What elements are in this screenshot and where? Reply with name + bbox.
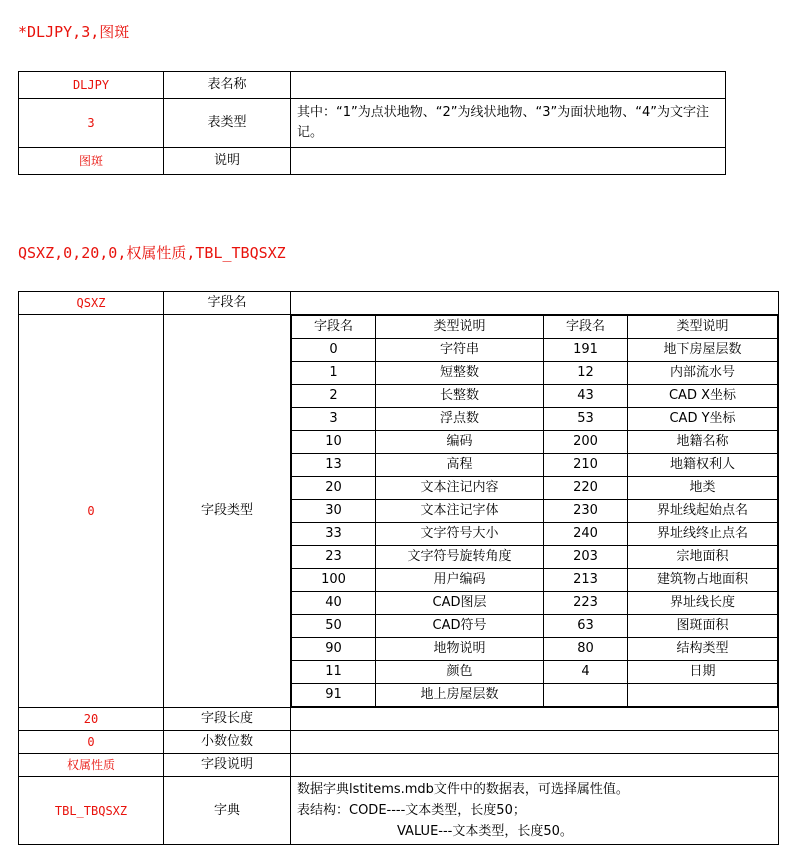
table-name-desc: [291, 72, 726, 99]
table-row: [292, 477, 778, 500]
type-code-table: [291, 315, 778, 707]
table-row: [19, 99, 726, 148]
table-row: [19, 148, 726, 175]
type-desc-cell: 建筑物占地面积: [628, 569, 778, 592]
type-code-cell: 91: [292, 684, 376, 707]
dict-line: 表结构：CODE----文本类型，长度50；: [297, 803, 526, 818]
type-code-cell: 100: [292, 569, 376, 592]
type-code-cell: 0: [292, 339, 376, 362]
table-row: [292, 385, 778, 408]
field-name-label: 字段名: [164, 292, 291, 315]
decimal-blank: [291, 731, 779, 754]
type-code-cell: 43: [544, 385, 628, 408]
dict-value: TBL_TBQSXZ: [19, 777, 164, 845]
type-code-cell: 11: [292, 661, 376, 684]
type-desc-cell: 地类: [628, 477, 778, 500]
dict-label: 字典: [164, 777, 291, 845]
type-code-cell: 13: [292, 454, 376, 477]
type-code-cell: 50: [292, 615, 376, 638]
section2-heading: QSXZ,0,20,0,权属性质,TBL_TBQSXZ: [18, 244, 286, 262]
type-code-cell: [544, 684, 628, 707]
type-code-cell: 220: [544, 477, 628, 500]
type-desc-cell: 颜色: [376, 661, 544, 684]
type-code-cell: 53: [544, 408, 628, 431]
table-desc-value: 图斑: [19, 148, 164, 175]
type-desc-cell: [628, 684, 778, 707]
table-desc-label: 说明: [164, 148, 291, 175]
type-desc-cell: 编码: [376, 431, 544, 454]
table-row: [292, 339, 778, 362]
field-type-cell: [291, 315, 779, 708]
field-desc-blank: [291, 754, 779, 777]
section1-heading: *DLJPY,3,图斑: [18, 23, 130, 41]
type-code-cell: 40: [292, 592, 376, 615]
type-desc-cell: 内部流水号: [628, 362, 778, 385]
field-desc-label: 字段说明: [164, 754, 291, 777]
type-code-cell: 200: [544, 431, 628, 454]
table-row: [292, 523, 778, 546]
column-header: 类型说明: [628, 316, 778, 339]
field-length-label: 字段长度: [164, 708, 291, 731]
table-type-value: 3: [19, 99, 164, 148]
column-header: 字段名: [544, 316, 628, 339]
type-desc-cell: 界址线长度: [628, 592, 778, 615]
table-row: [19, 777, 779, 845]
table-type-label: 表类型: [164, 99, 291, 148]
field-definition-table: [18, 291, 779, 845]
table-header-row: [292, 316, 778, 339]
type-desc-cell: 结构类型: [628, 638, 778, 661]
table-row: [292, 454, 778, 477]
type-code-cell: 33: [292, 523, 376, 546]
type-desc-cell: 图斑面积: [628, 615, 778, 638]
column-header: 类型说明: [376, 316, 544, 339]
dict-line: VALUE---文本类型，长度50。: [397, 824, 573, 839]
table-row: [292, 569, 778, 592]
type-code-cell: 2: [292, 385, 376, 408]
table-row: [292, 362, 778, 385]
dict-line: 数据字典lstitems.mdb文件中的数据表，可选择属性值。: [297, 782, 629, 797]
table-row: [292, 592, 778, 615]
table-row: [292, 408, 778, 431]
table-desc-desc: [291, 148, 726, 175]
type-code-cell: 240: [544, 523, 628, 546]
type-code-cell: 3: [292, 408, 376, 431]
table-name-value: DLJPY: [19, 72, 164, 99]
table-name-label: 表名称: [164, 72, 291, 99]
type-code-cell: 63: [544, 615, 628, 638]
table-row: [19, 72, 726, 99]
type-desc-cell: 地上房屋层数: [376, 684, 544, 707]
type-desc-cell: CAD图层: [376, 592, 544, 615]
type-desc-cell: 文字符号旋转角度: [376, 546, 544, 569]
type-desc-cell: 地籍权利人: [628, 454, 778, 477]
type-code-cell: 1: [292, 362, 376, 385]
type-desc-cell: 文本注记内容: [376, 477, 544, 500]
type-code-cell: 223: [544, 592, 628, 615]
type-desc-cell: 短整数: [376, 362, 544, 385]
type-desc-cell: 日期: [628, 661, 778, 684]
table-definition-table: [18, 71, 726, 175]
type-desc-cell: 高程: [376, 454, 544, 477]
table-row: [292, 638, 778, 661]
type-code-cell: 10: [292, 431, 376, 454]
table-row: [19, 292, 779, 315]
type-code-cell: 90: [292, 638, 376, 661]
field-desc-value: 权属性质: [19, 754, 164, 777]
type-code-cell: 210: [544, 454, 628, 477]
type-desc-cell: CAD X坐标: [628, 385, 778, 408]
type-desc-cell: 字符串: [376, 339, 544, 362]
type-desc-cell: 宗地面积: [628, 546, 778, 569]
type-desc-cell: 浮点数: [376, 408, 544, 431]
field-type-value: 0: [19, 315, 164, 708]
type-desc-cell: 界址线起始点名: [628, 500, 778, 523]
table-row: [292, 684, 778, 707]
table-row: [292, 661, 778, 684]
type-desc-cell: 地下房屋层数: [628, 339, 778, 362]
field-type-label: 字段类型: [164, 315, 291, 708]
type-desc-cell: 地籍名称: [628, 431, 778, 454]
field-length-blank: [291, 708, 779, 731]
column-header: 字段名: [292, 316, 376, 339]
type-code-cell: 230: [544, 500, 628, 523]
table-type-desc: 其中：“1”为点状地物、“2”为线状地物、“3”为面状地物、“4”为文字注记。: [291, 99, 726, 148]
type-desc-cell: 文字符号大小: [376, 523, 544, 546]
type-desc-cell: 文本注记字体: [376, 500, 544, 523]
type-desc-cell: 界址线终止点名: [628, 523, 778, 546]
type-code-cell: 80: [544, 638, 628, 661]
type-code-cell: 191: [544, 339, 628, 362]
type-desc-cell: CAD Y坐标: [628, 408, 778, 431]
field-length-value: 20: [19, 708, 164, 731]
decimal-value: 0: [19, 731, 164, 754]
table-row: [19, 754, 779, 777]
table-row: [19, 731, 779, 754]
field-name-value: QSXZ: [19, 292, 164, 315]
table-row: [292, 615, 778, 638]
type-desc-cell: CAD符号: [376, 615, 544, 638]
type-desc-cell: 长整数: [376, 385, 544, 408]
type-code-cell: 203: [544, 546, 628, 569]
decimal-label: 小数位数: [164, 731, 291, 754]
type-code-cell: 23: [292, 546, 376, 569]
type-code-body: [292, 316, 778, 707]
type-desc-cell: 用户编码: [376, 569, 544, 592]
type-code-cell: 30: [292, 500, 376, 523]
type-desc-cell: 地物说明: [376, 638, 544, 661]
type-code-cell: 213: [544, 569, 628, 592]
table-row: [292, 500, 778, 523]
type-code-cell: 12: [544, 362, 628, 385]
dict-desc: [291, 777, 779, 845]
field-name-blank: [291, 292, 779, 315]
type-code-cell: 4: [544, 661, 628, 684]
type-code-cell: 20: [292, 477, 376, 500]
table-row: [19, 315, 779, 708]
table-row: [292, 431, 778, 454]
table-row: [19, 708, 779, 731]
table-row: [292, 546, 778, 569]
